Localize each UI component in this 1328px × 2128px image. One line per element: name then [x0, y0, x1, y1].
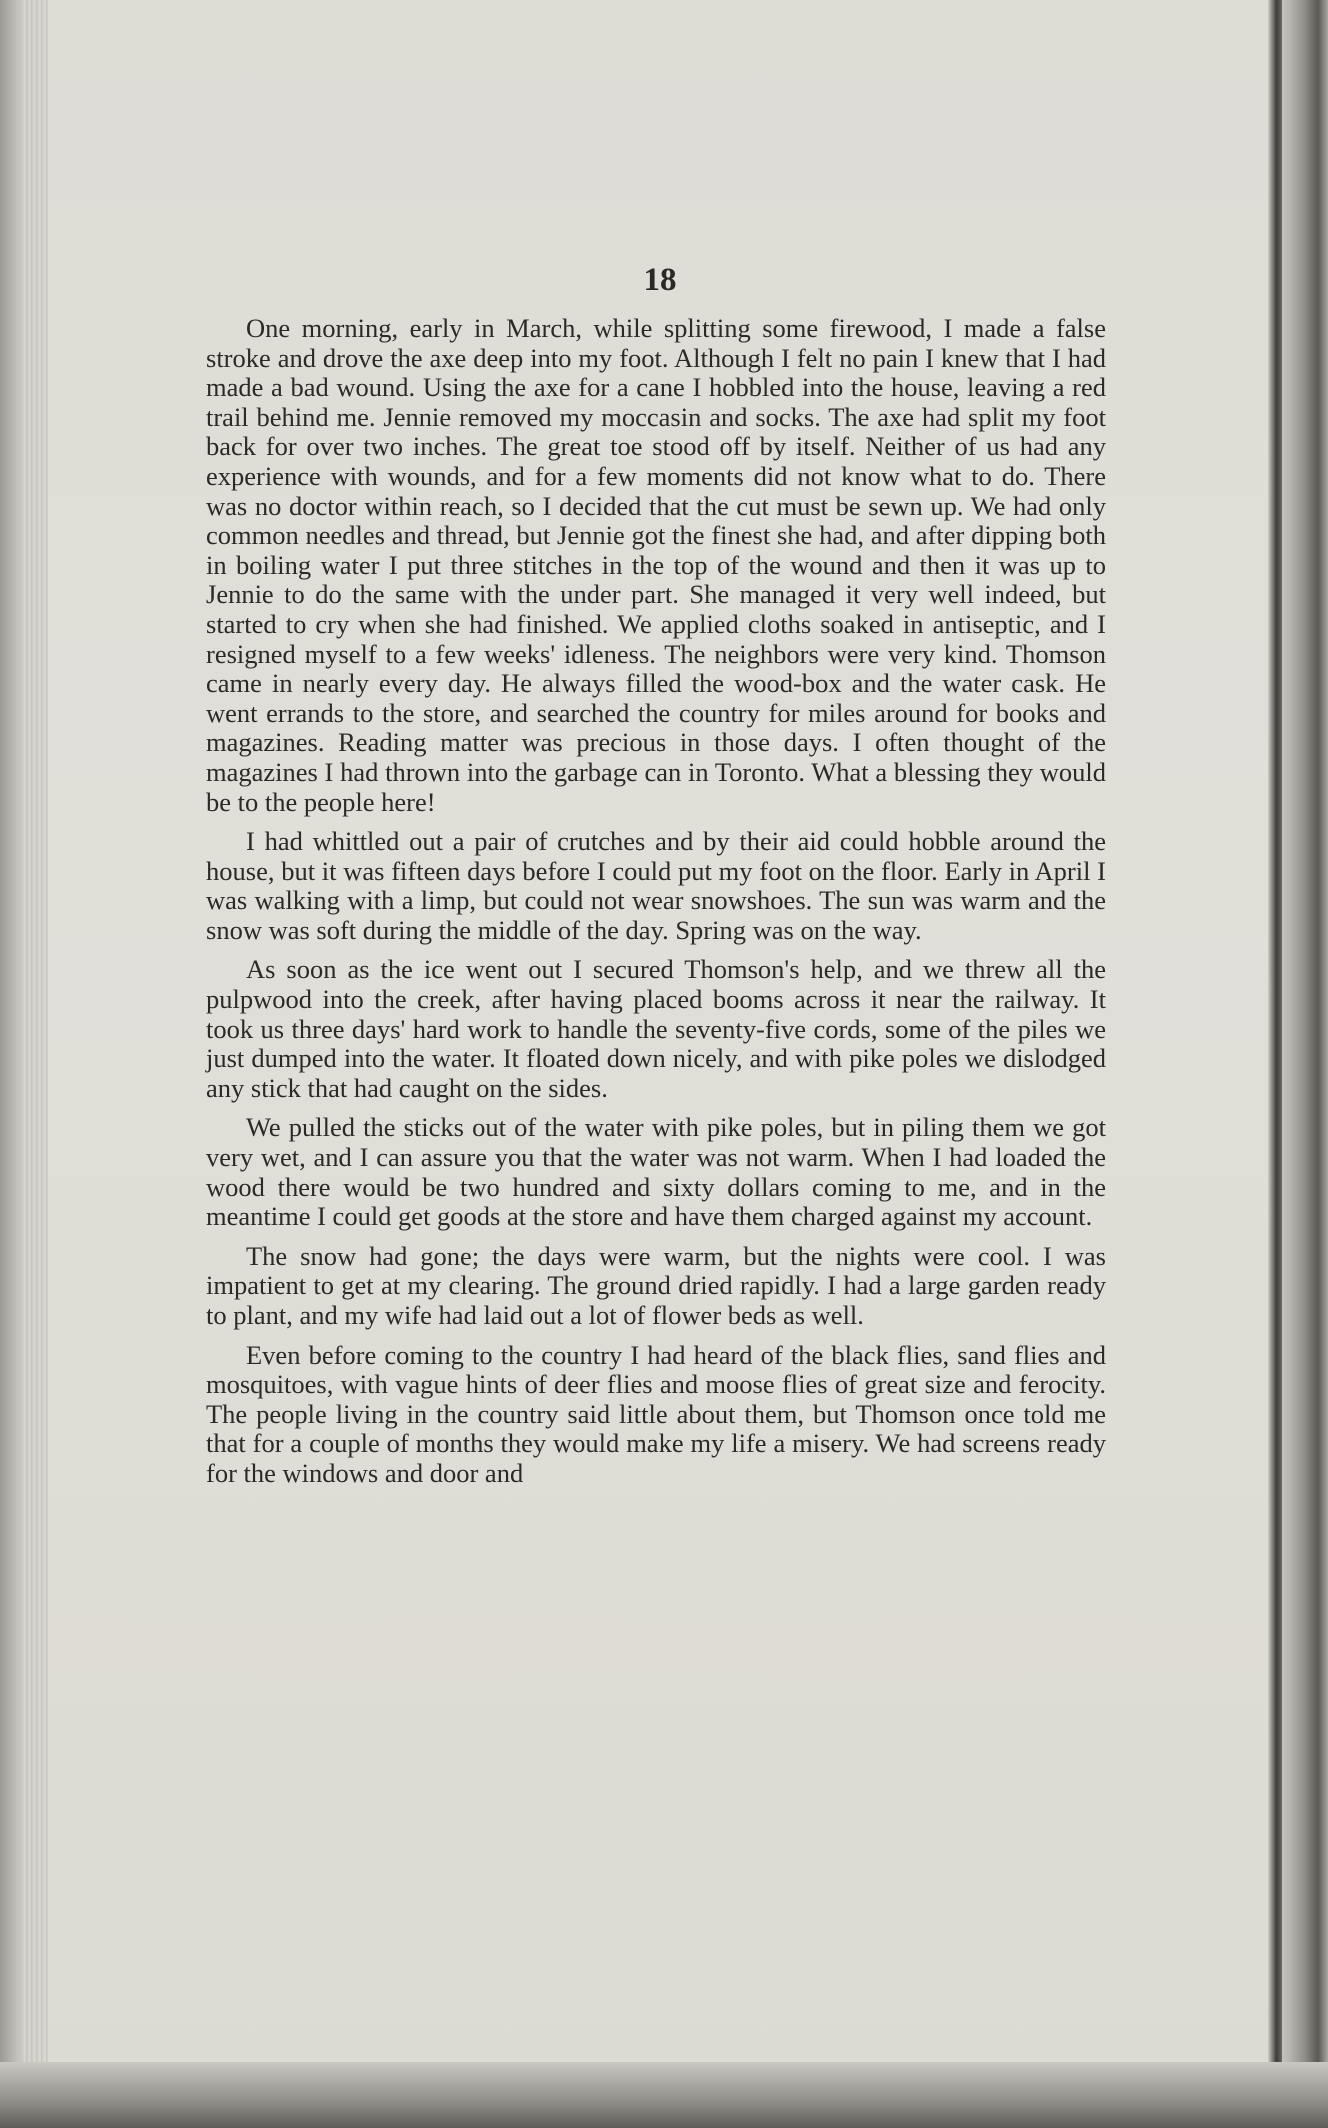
page-stack-edge: [22, 0, 48, 2128]
paragraph: The snow had gone; the days were warm, but the nights were cool. I was impatient to get at my clearing. The ground dried rapidly. I had a large garden ready to plant, and my wife had laid out a lot of flower beds as well.: [206, 1240, 1106, 1330]
bottom-shadow: [0, 2062, 1328, 2128]
paragraph: I had whittled out a pair of crutches and by their aid could hobble around the house, but it was fifteen days before I could put my foot on the floor. Early in April I was walking with a limp, but could not wear snowshoes. The sun was warm and the snow was soft during the middle of the day. Spring was on the way.: [206, 826, 1106, 945]
body-text: [206, 314, 1106, 1499]
page-number: 18: [643, 262, 677, 298]
paragraph: We pulled the sticks out of the water with pike poles, but in piling them we got very wet, and I can assure you that the water was not warm. When I had loaded the wood there would be two hundred and sixty dollars coming to me, and in the meantime I could get goods at the store and have them charged against my account.: [206, 1112, 1106, 1232]
paragraph: One morning, early in March, while splitting some firewood, I made a false stroke and drove the axe deep into my foot. Although I felt no pain I knew that I had made a bad wound. Using the axe for a cane I hobbled into the house, leaving a red trail behind me. Jennie removed my moccasin and socks. The axe had split my foot back for over two inches. The great toe stood off by itself. Neither of us had any experience with wounds, and for a few moments did not know what to do. There was no doctor within reach, so I decided that the cut must be sewn up. We had only common needles and thread, but Jennie got the finest she had, and after dipping both in boiling water I put three stitches in the top of the wound and then it was up to Jennie to do the same with the under part. She managed it very well indeed, but started to cry when she had finished. We applied cloths soaked in antiseptic, and I resigned myself to a few weeks' idleness. The neighbors were very kind. Thomson came in nearly every day. He always filled the wood-box and the water cask. He went errands to the store, and searched the country for miles around for books and magazines. Reading matter was precious in those days. I often thought of the magazines I had thrown into the garbage can in Toronto. What a blessing they would be to the people here!: [206, 313, 1106, 817]
book-spine: [1268, 0, 1282, 2128]
paragraph: Even before coming to the country I had heard of the black flies, sand flies and mosquitoes, with vague hints of deer flies and moose flies of great size and ferocity. The people living in the country said little about them, but Thomson once told me that for a couple of months they would make my life a misery. We had screens ready for the windows and door and: [206, 1339, 1106, 1488]
paragraph: As soon as the ice went out I secured Thomson's help, and we threw all the pulpwood into the creek, after having placed booms across it near the railway. It took us three days' hard work to handle the seventy-five cords, some of the piles we just dumped into the water. It floated down nicely, and with pike poles we dislodged any stick that had caught on the sides.: [206, 954, 1106, 1103]
